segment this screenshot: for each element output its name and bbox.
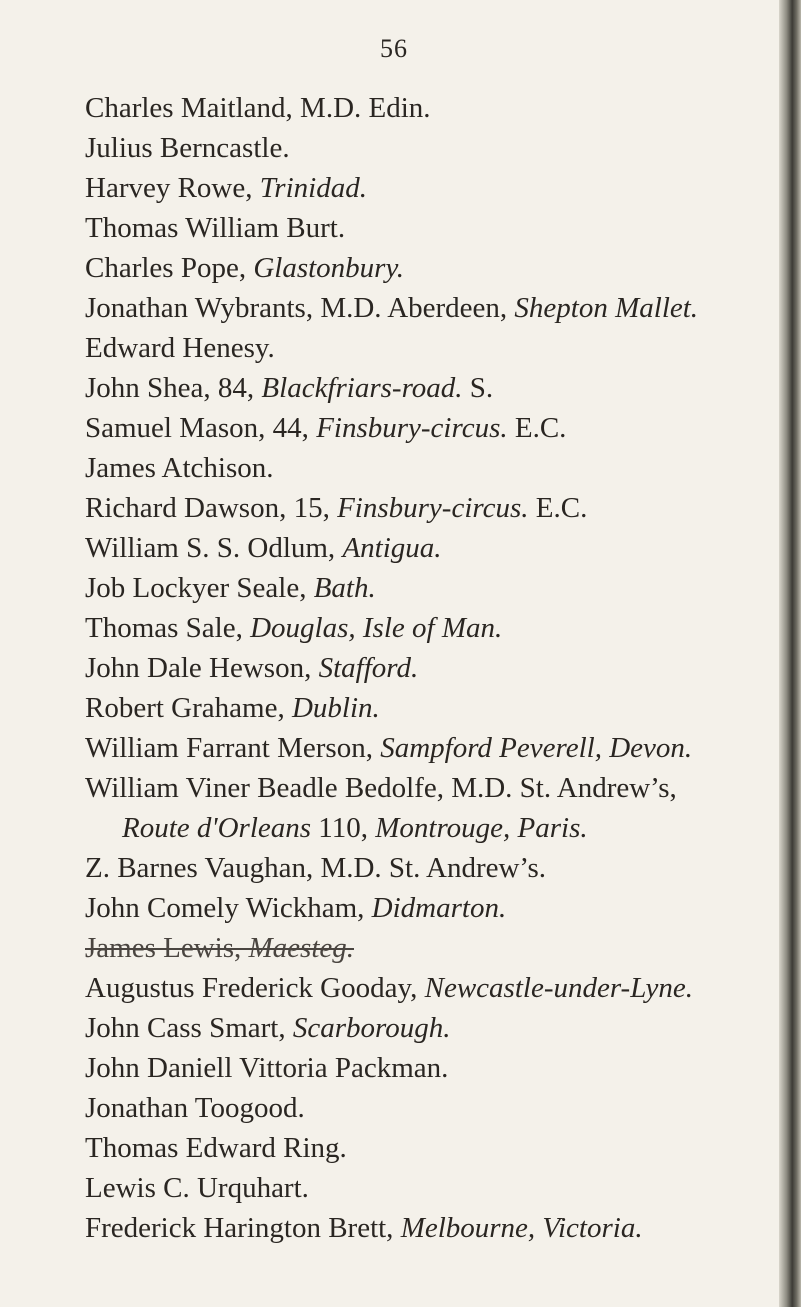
list-entry: William Farrant Merson, Sampford Peverell, Devon. xyxy=(85,732,693,764)
list-entry: John Daniell Vittoria Packman. xyxy=(85,1052,449,1084)
list-entry: Lewis C. Urquhart. xyxy=(85,1172,309,1204)
list-entry: Samuel Mason, 44, Finsbury-circus. E.C. xyxy=(85,412,567,444)
list-entry: Jonathan Wybrants, M.D. Aberdeen, Shepton Mallet. xyxy=(85,292,699,324)
list-entry: John Comely Wickham, Didmarton. xyxy=(85,892,507,924)
list-entry: Charles Pope, Glastonbury. xyxy=(85,252,404,284)
list-entry: Thomas Sale, Douglas, Isle of Man. xyxy=(85,612,503,644)
list-entry: Richard Dawson, 15, Finsbury-circus. E.C. xyxy=(85,492,588,524)
list-entry: Julius Berncastle. xyxy=(85,132,290,164)
list-entry: Z. Barnes Vaughan, M.D. St. Andrew’s. xyxy=(85,852,547,884)
list-entry: Thomas Edward Ring. xyxy=(85,1132,347,1164)
list-entry: Thomas William Burt. xyxy=(85,212,346,244)
list-entry: Edward Henesy. xyxy=(85,332,275,364)
list-entry: John Cass Smart, Scarborough. xyxy=(85,1012,451,1044)
list-entry-struck-out: James Lewis, Maesteg. xyxy=(85,932,354,964)
list-entry: Augustus Frederick Gooday, Newcastle-under-Lyne. xyxy=(85,972,693,1004)
list-entry: John Dale Hewson, Stafford. xyxy=(85,652,419,684)
list-entry: William S. S. Odlum, Antigua. xyxy=(85,532,442,564)
list-entry: Jonathan Toogood. xyxy=(85,1092,305,1124)
list-entry: Robert Grahame, Dublin. xyxy=(85,692,380,724)
list-entry: John Shea, 84, Blackfriars-road. S. xyxy=(85,372,494,404)
page-number: 56 xyxy=(380,34,408,63)
list-entry: Harvey Rowe, Trinidad. xyxy=(85,172,367,204)
list-entry: Frederick Harington Brett, Melbourne, Victoria. xyxy=(85,1212,643,1244)
list-entry: William Viner Beadle Bedolfe, M.D. St. Andrew’s, xyxy=(85,772,677,804)
list-entry-continuation: Route d'Orleans 110, Montrouge, Paris. xyxy=(122,812,588,844)
page-edge-shadow xyxy=(779,0,801,1307)
list-entry: Job Lockyer Seale, Bath. xyxy=(85,572,376,604)
list-entry: James Atchison. xyxy=(85,452,274,484)
list-entry: Charles Maitland, M.D. Edin. xyxy=(85,92,431,124)
